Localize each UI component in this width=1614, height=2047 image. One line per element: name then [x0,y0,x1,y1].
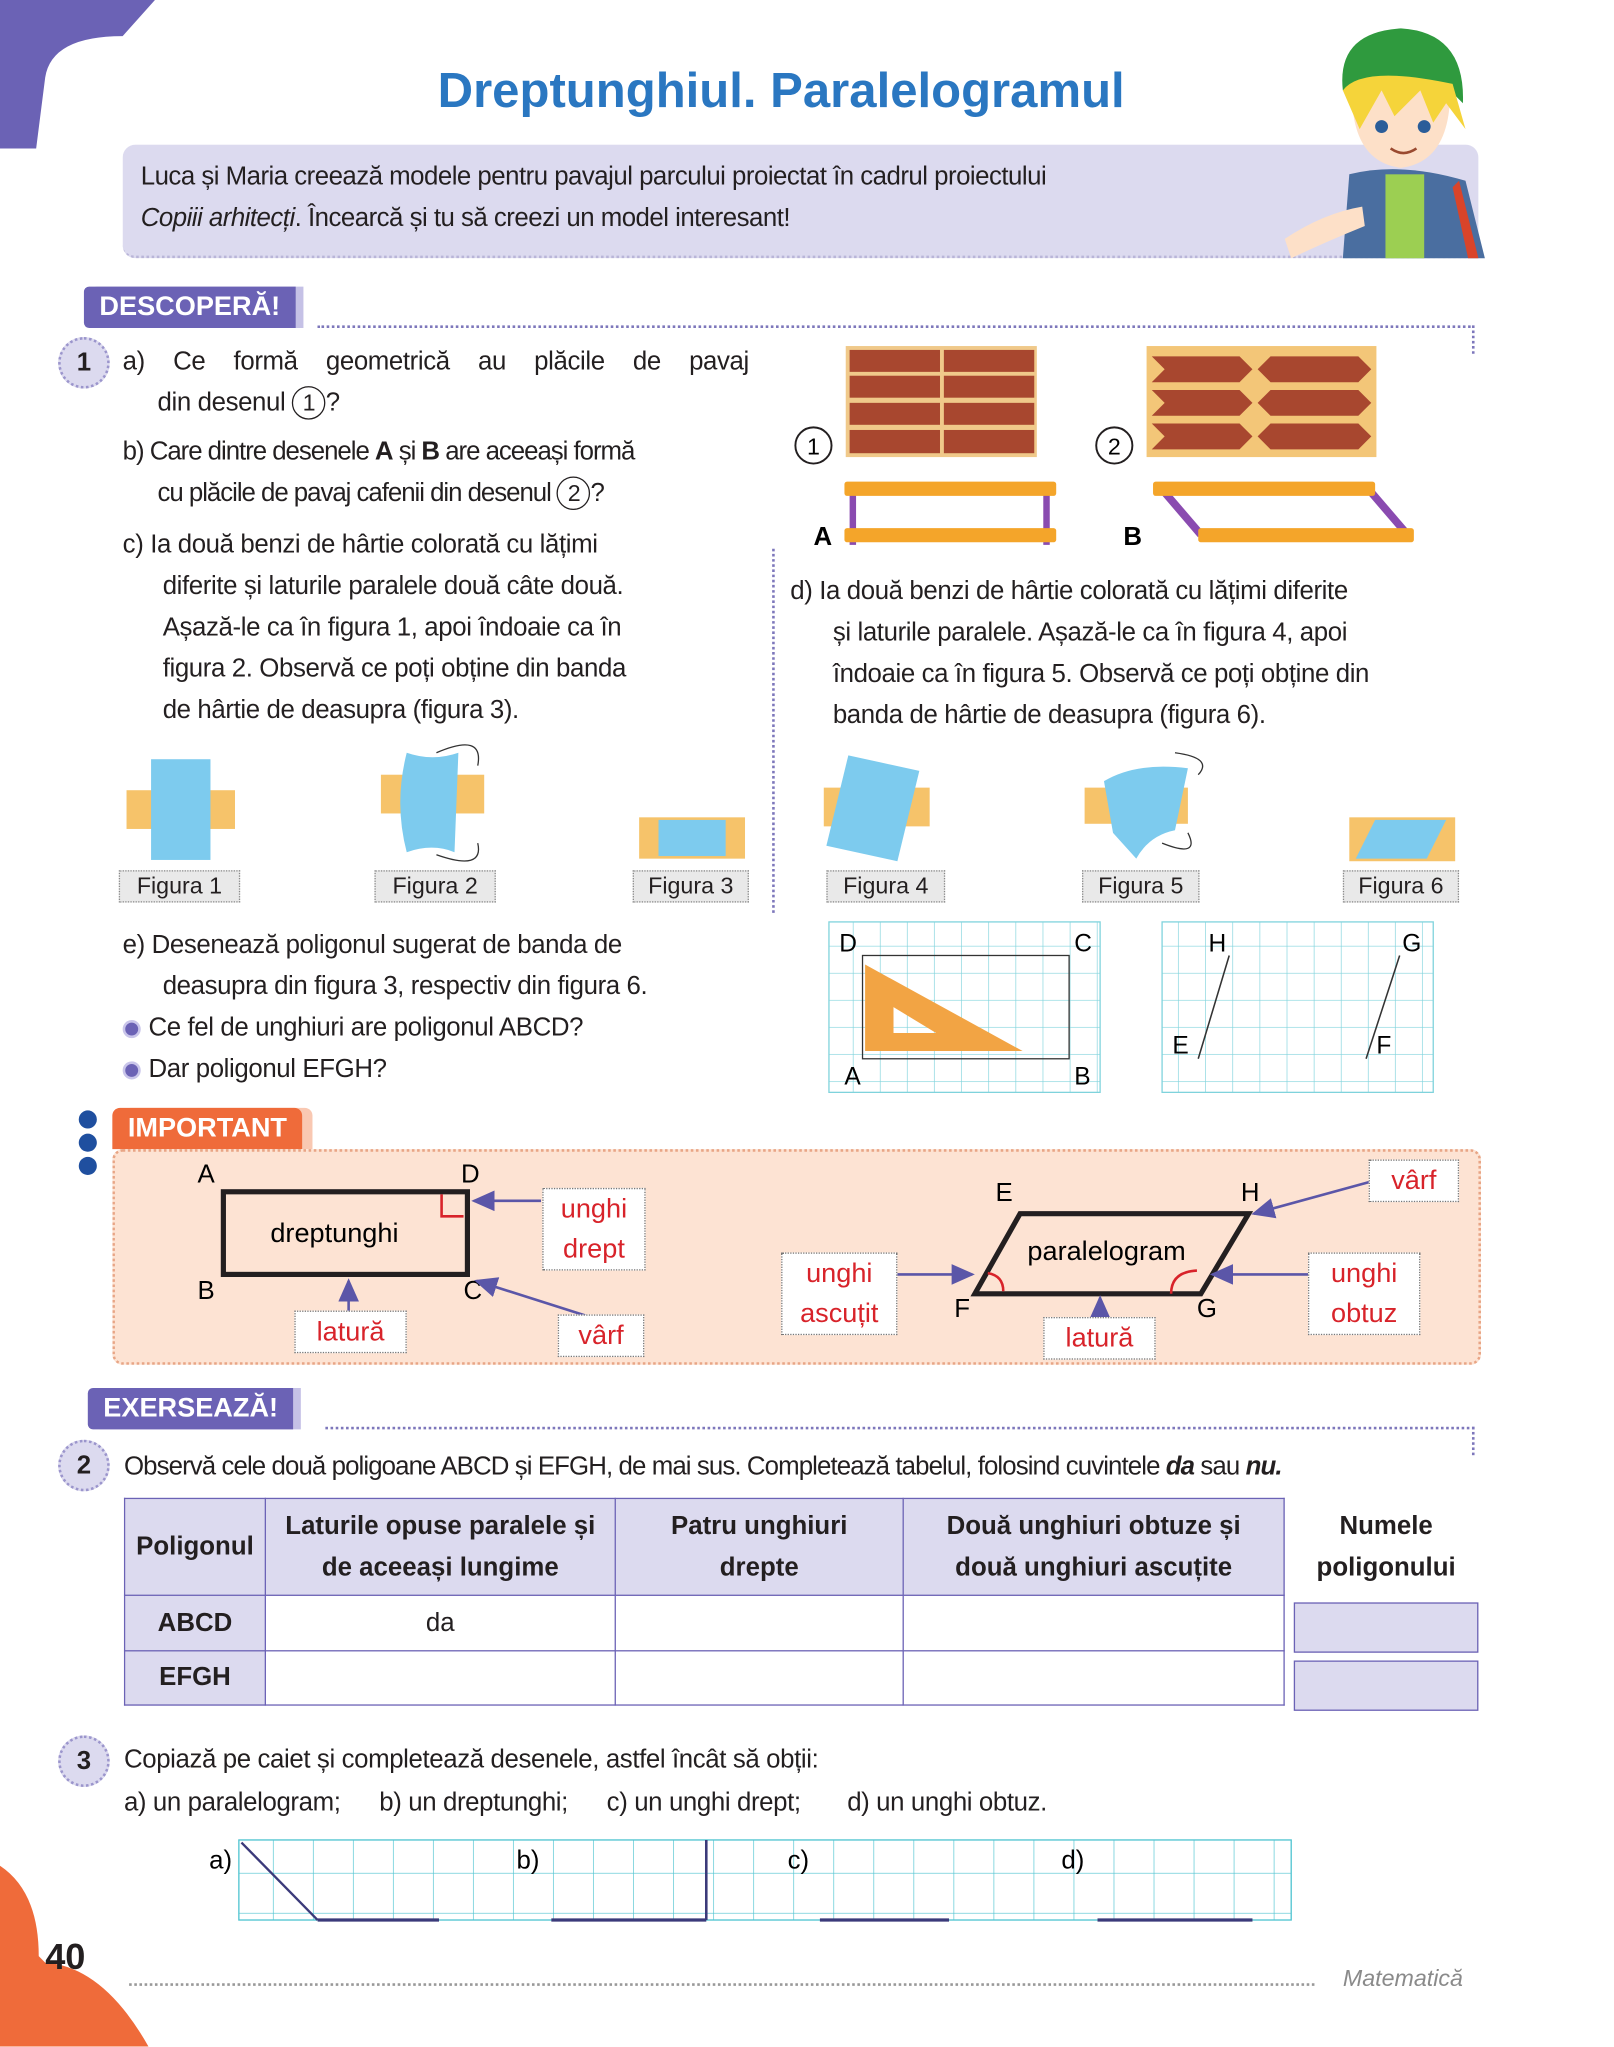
option-c: c) un unghi drept; [606,1788,801,1817]
label-text: unghi [1330,1258,1398,1289]
exercise-number-3: 3 [58,1735,110,1787]
paper-strip-figures [116,742,1472,871]
header-text: de aceeași lungime [321,1553,559,1582]
section-divider [325,1427,1474,1430]
row-label: ABCD [125,1595,266,1651]
diagram-label: A [813,522,833,551]
figure-6-drawing [1349,817,1455,861]
question-3-options [124,1782,1286,1823]
page-number: 40 [45,1936,86,1977]
label-vertex: vârf [558,1314,645,1357]
polygon-name-abcd-box[interactable] [1294,1602,1479,1652]
diagram-label: C [463,1276,483,1305]
question-1c-line: figura 2. Observă ce poți obține din banda [162,654,626,684]
answer-cell[interactable] [265,1651,615,1705]
label-side: latură [294,1311,406,1354]
figure-4-label: Figura 4 [826,870,945,902]
question-1e-line: deasupra din figura 3, respectiv din figura 6. [162,972,648,1001]
diagram-label: D [839,930,857,958]
diagram-label: A [844,1063,861,1091]
header-polygon: Poligonul [125,1498,266,1595]
rectangle-diagram [198,1161,591,1317]
diagram-label: B [197,1276,215,1305]
diagram-label: a) [209,1846,233,1875]
question-1c-line: Așază-le ca în figura 1, apoi îndoaie ca în [162,613,622,642]
label-text: drept [563,1234,625,1265]
figure-3-drawing [639,817,745,858]
parallelogram-diagram [897,1179,1371,1323]
figure-4-drawing [824,755,930,861]
circled-number-1 [795,427,831,463]
exercise-number-1: 1 [58,337,110,389]
label-acute-angle [781,1252,897,1335]
diagram-label: paralelogram [1027,1235,1186,1267]
answer-cell[interactable] [615,1595,903,1651]
bullet-question: Dar poligonul EFGH? [148,1054,387,1084]
label-side-parallelogram: latură [1043,1317,1155,1360]
drawing-grid-exercise-3 [194,1834,1304,1927]
question-1d-line: îndoaie ca în figura 5. Observă ce poți obține din [832,659,1370,689]
bullet-question: Ce fel de unghiuri are poligonul ABCD? [148,1013,584,1042]
project-name: Copiii arhitecți [140,204,295,233]
figure-2-drawing [381,745,484,861]
subject-label: Matematică [1342,1965,1463,1992]
header-text: Numele [1339,1511,1433,1541]
intro-line-2-rest: . Încearcă și tu să creezi un model interesant! [294,204,791,233]
diagram-label: F [1376,1032,1392,1060]
properties-table [124,1498,1285,1706]
diagram-label: H [1208,930,1227,958]
question-1e [123,924,769,1089]
drawing-b-ref: B [421,437,440,467]
important-tag: IMPORTANT [112,1108,302,1149]
label-text: obtuz [1330,1298,1398,1329]
header-opposite-sides [265,1498,615,1595]
diagram-label: 1 [806,433,820,460]
diagram-label: E [1172,1032,1189,1060]
diagram-label: G [1402,930,1422,958]
diagram-label: dreptunghi [270,1217,399,1249]
question-2-text: Observă cele două poligoane ABCD și EFGH, de mai sus. Completează tabelul, folosind cuvintele [123,1452,1166,1482]
header-text: două unghiuri ascuțite [955,1553,1233,1582]
polygon-name-efgh-box[interactable] [1294,1660,1479,1710]
important-dots-icon [77,1108,103,1179]
grid-efgh [1162,922,1433,1092]
row-label: EFGH [125,1651,266,1705]
header-four-right-angles [615,1498,903,1595]
figure-2-label: Figura 2 [374,870,495,902]
intro-line-2 [141,198,790,239]
question-1a-line2: din desenul [157,388,286,418]
question-1d-line: banda de hârtie de deasupra (figura 6). [832,701,1266,730]
header-obtuse-acute [903,1498,1284,1595]
answer-cell[interactable] [903,1595,1284,1651]
question-2 [124,1446,1493,1487]
diagram-label: d) [1061,1846,1085,1875]
drawing-a-ref: A [374,437,393,467]
footer-divider [129,1983,1314,1986]
figure-1-label: Figura 1 [119,870,240,902]
boy-mascot-illustration [1272,13,1492,265]
grid-drawings [826,919,1439,1095]
label-text: ascuțit [800,1298,879,1329]
question-1b-text: b) Care dintre desenele [122,437,375,467]
paving-drawing-1 [846,346,1037,457]
question-3: Copiază pe caiet și completează desenele, astfel încât să obții: [123,1745,819,1775]
word-nu: nu. [1245,1452,1282,1482]
header-text: drepte [719,1553,799,1582]
drawing-ref-1: 1 [292,386,326,420]
table-row-abcd [125,1595,1284,1651]
question-1c-line: de hârtie de deasupra (figura 3). [162,695,519,725]
answer-cell[interactable] [615,1651,903,1705]
bullet-icon [123,1061,141,1079]
section-divider [318,325,1475,328]
figure-5-drawing [1085,753,1203,859]
label-vertex-parallelogram: vârf [1369,1159,1459,1202]
frame-b-parallelogram [1123,482,1414,551]
page-title: Dreptunghiul. Paralelogramul [437,64,1125,119]
diagram-label: E [995,1178,1013,1207]
question-1a-line1: a) Ce formă geometrică au plăcile de pavaj [122,347,749,376]
question-1b-line2: cu plăcile de pavaj cafenii din desenul [157,479,551,508]
question-2-text: sau [1194,1452,1246,1482]
diagram-label: C [1074,930,1092,958]
label-right-angle [542,1188,645,1271]
header-text: Laturile opuse paralele și [285,1511,596,1541]
grid-abcd [829,922,1100,1092]
discover-tag: DESCOPERĂ! [84,287,296,328]
question-mark: ? [590,479,604,508]
diagram-label: F [954,1295,970,1324]
question-mark: ? [325,388,340,418]
circled-number-2 [1096,427,1132,463]
table-row-efgh [125,1651,1284,1705]
bullet-icon [123,1020,141,1038]
diagram-label: B [1123,522,1143,551]
frame-a-rectangle [813,482,1056,551]
word-da: da [1165,1452,1195,1482]
paving-drawing-2 [1147,346,1377,457]
question-1d [790,571,1487,736]
label-text: unghi [560,1194,628,1225]
header-polygon-name [1294,1506,1479,1589]
label-obtuse-angle [1308,1252,1420,1335]
diagram-label: c) [787,1846,810,1875]
question-1e-line: e) Desenează poligonul sugerat de banda de [122,930,622,960]
answer-cell[interactable] [903,1651,1284,1705]
header-text: Două unghiuri obtuze și [946,1511,1241,1541]
figure-5-label: Figura 5 [1082,870,1199,902]
answer-cell[interactable]: da [265,1595,615,1651]
diagram-label: b) [516,1846,540,1875]
label-text: unghi [806,1258,873,1289]
header-text: Patru unghiuri [670,1511,848,1541]
option-d: d) un unghi obtuz. [847,1788,1047,1817]
question-1d-line: și laturile paralele. Așază-le ca în figura 4, apoi [832,618,1348,647]
figure-3-label: Figura 3 [633,870,749,902]
intro-line-1: Luca și Maria creează modele pentru pavajul parcului proiectat în cadrul proiectului [140,162,1047,192]
diagram-label: B [1074,1063,1091,1091]
option-a: a) un paralelogram; [123,1788,341,1817]
exercise-tag: EXERSEAZĂ! [88,1388,294,1429]
diagram-label: 2 [1107,433,1121,460]
question-1b-text: are aceeași formă [439,437,635,467]
drawing-ref-2: 2 [557,476,591,510]
question-1c-line: c) Ia două benzi de hârtie colorată cu lățimi [122,530,598,560]
option-b: b) un dreptunghi; [379,1788,568,1817]
question-1c [123,524,749,731]
diagram-label: D [460,1160,480,1189]
exercise-number-2: 2 [58,1440,110,1492]
diagram-label: H [1240,1178,1260,1207]
diagram-label: A [197,1160,215,1189]
question-1c-line: diferite și laturile paralele două câte două. [162,572,624,601]
diagram-label: G [1196,1295,1218,1324]
section-divider-end [1472,325,1475,353]
figure-1-drawing [127,759,235,860]
figure-6-label: Figura 6 [1343,870,1459,902]
question-1d-line: d) Ia două benzi de hârtie colorată cu lățimi diferite [790,577,1348,606]
question-1b-text: și [392,437,422,467]
paving-drawings [788,338,1434,558]
header-text: poligonului [1316,1553,1456,1582]
question-1b [123,431,749,514]
question-1a [123,341,749,424]
